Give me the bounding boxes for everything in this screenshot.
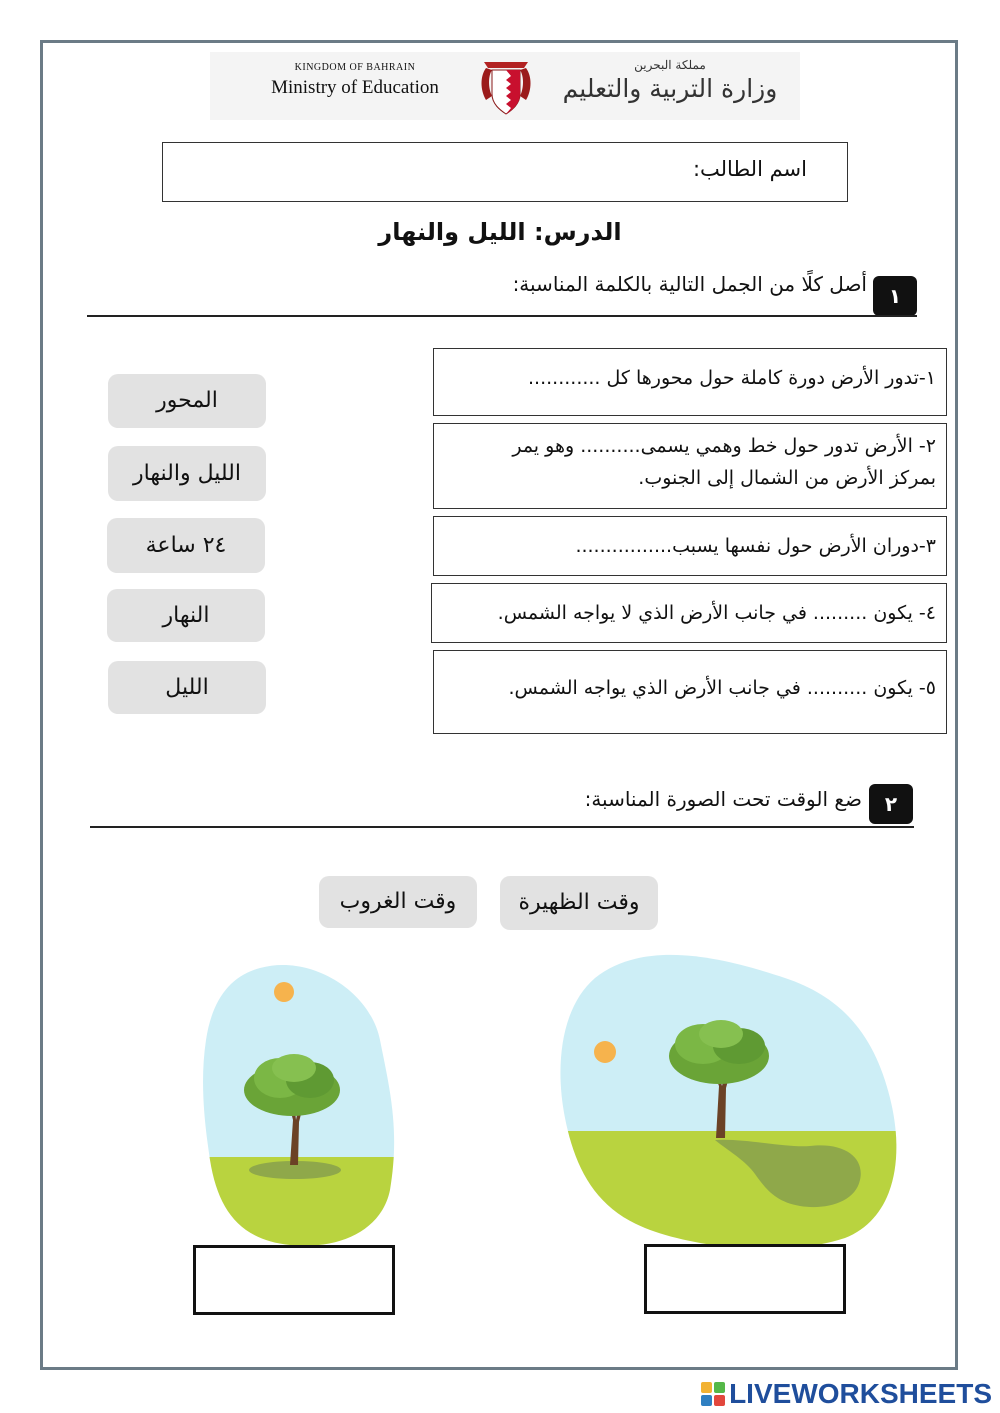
ministry-ar: وزارة التربية والتعليم [562,74,778,103]
liveworksheets-logo-icon [701,1382,725,1406]
sentence-4[interactable]: ٤- يكون ......... في جانب الأرض الذي لا يواجه الشمس. [431,583,947,643]
word-chip-day[interactable]: النهار [107,589,265,642]
sentence-2[interactable]: ٢- الأرض تدور حول خط وهمي يسمى.......... وهو يمر بمركز الأرض من الشمال إلى الجنوب. [433,423,947,509]
option-chip-sunset[interactable]: وقت الغروب [319,876,477,928]
sun-icon [274,982,294,1002]
question-2-divider [90,826,914,828]
header-english [250,62,460,99]
bahrain-emblem-icon [478,56,534,116]
sentence-3[interactable]: ٣-دوران الأرض حول نفسها يسبب................ [433,516,947,576]
question-2-badge: ٢ [869,784,913,824]
answer-box-right[interactable] [644,1244,846,1314]
header-arabic [550,58,790,103]
ministry-en: Ministry of Education [271,77,439,98]
kingdom-ar: مملكة البحرين [634,58,706,72]
lesson-title: الدرس: الليل والنهار [378,218,622,246]
watermark-text: LIVEWORKSHEETS [729,1378,992,1409]
scene-short-shadow-image [200,960,400,1250]
option-chip-noon[interactable]: وقت الظهيرة [500,876,658,930]
question-2-instruction: ضع الوقت تحت الصورة المناسبة: [584,787,862,811]
ministry-header [210,52,800,120]
question-1-instruction: أصل كلًا من الجمل التالية بالكلمة المناسبة: [512,272,867,296]
scene-long-shadow-image [555,948,905,1248]
word-chip-24-hours[interactable]: ٢٤ ساعة [107,518,265,573]
question-1-badge: ١ [873,276,917,316]
sun-icon [594,1041,616,1063]
question-1-divider [87,315,917,317]
student-name-field[interactable] [162,142,848,202]
word-chip-night-and-day[interactable]: الليل والنهار [108,446,266,501]
student-name-label: اسم الطالب: [692,157,807,181]
word-chip-night[interactable]: الليل [108,661,266,714]
answer-box-left[interactable] [193,1245,395,1315]
word-chip-axis[interactable]: المحور [108,374,266,428]
sentence-1[interactable]: ١-تدور الأرض دورة كاملة حول محورها كل ............ [433,348,947,416]
liveworksheets-watermark [701,1378,992,1410]
kingdom-en: KINGDOM OF BAHRAIN [294,62,416,73]
sentence-5[interactable]: ٥- يكون .......... في جانب الأرض الذي يواجه الشمس. [433,650,947,734]
